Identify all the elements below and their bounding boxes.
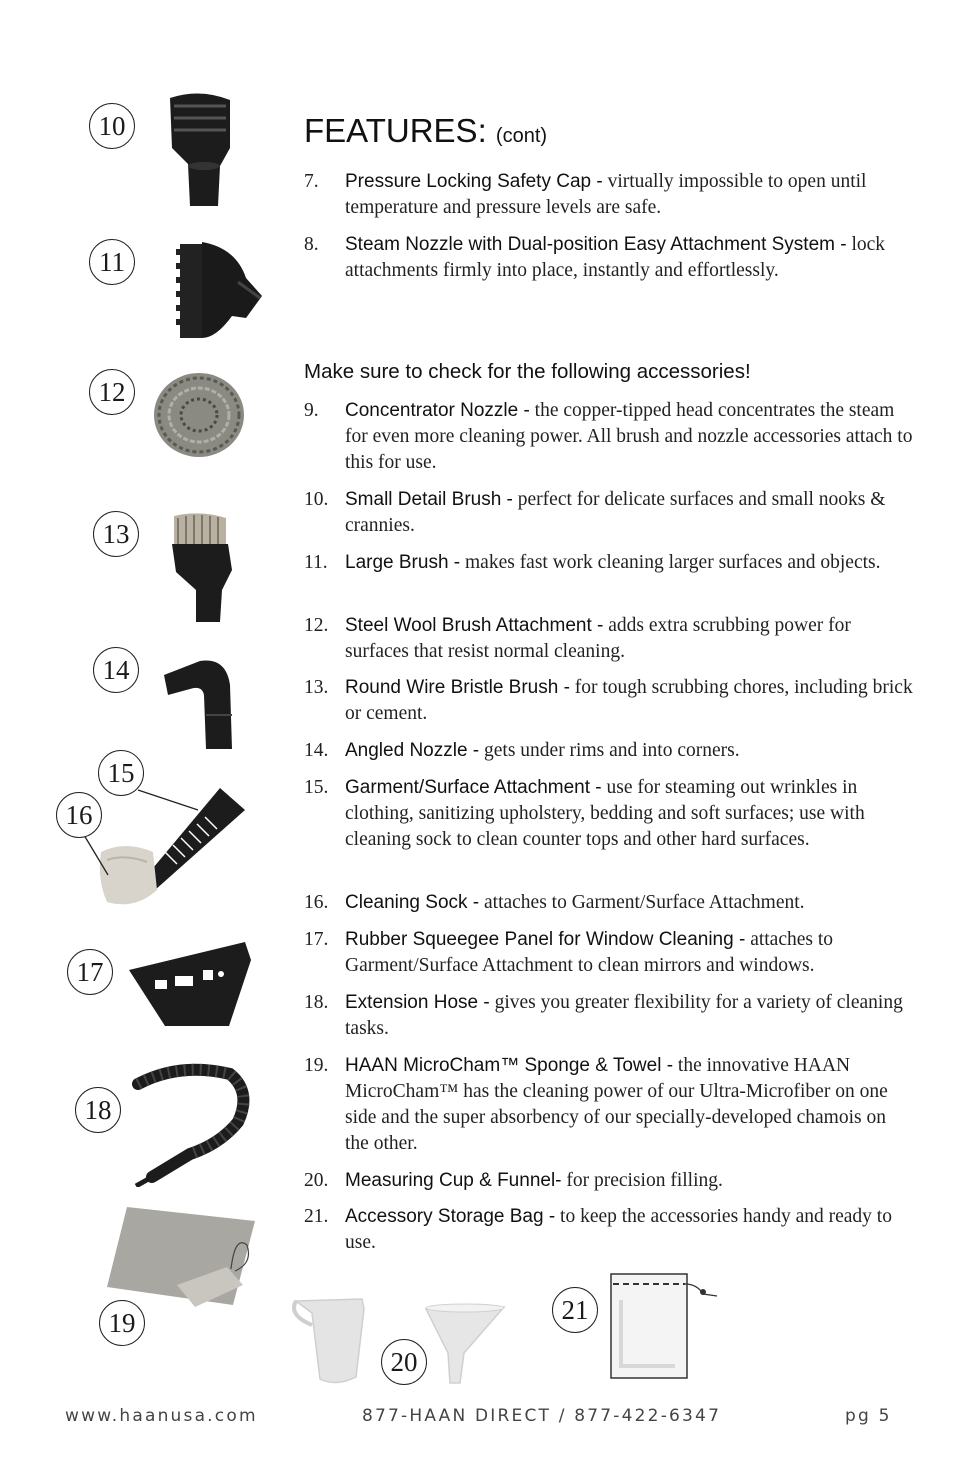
small-detail-brush-image xyxy=(160,88,240,213)
angled-nozzle-image xyxy=(160,655,240,755)
item-label: Large Brush - xyxy=(345,552,461,573)
item-label: Measuring Cup & Funnel- xyxy=(345,1170,562,1191)
item-label: Small Detail Brush - xyxy=(345,489,513,510)
item-text: adds extra scrubbing power for surfaces that resist normal cleaning. xyxy=(345,615,851,662)
item-text: virtually impossible to open until temperature and pressure levels are safe. xyxy=(345,171,867,218)
item-number: 20. xyxy=(304,1170,329,1191)
accessory-item-11 xyxy=(304,550,914,576)
accessory-item-12 xyxy=(304,613,914,665)
callout-10: 10 xyxy=(89,103,135,149)
item-number: 7. xyxy=(304,171,319,192)
accessory-item-13 xyxy=(304,675,914,727)
accessory-item-10 xyxy=(304,487,914,539)
callout-15: 15 xyxy=(98,750,144,796)
item-text: makes fast work cleaning larger surfaces and objects. xyxy=(465,552,881,573)
accessories-subheading: Make sure to check for the following accessories! xyxy=(304,360,751,383)
accessory-item-21 xyxy=(304,1204,914,1256)
callout-16: 16 xyxy=(56,792,102,838)
title-text: FEATURES: xyxy=(304,112,487,149)
footer-website: www.haanusa.com xyxy=(65,1406,258,1426)
item-label: Angled Nozzle - xyxy=(345,740,480,761)
item-text: attaches to Garment/Surface Attachment. xyxy=(484,892,805,913)
callout-20: 20 xyxy=(381,1339,427,1385)
callout-13: 13 xyxy=(93,511,139,557)
footer-page-number: pg 5 xyxy=(845,1406,892,1426)
item-text: lock attachments firmly into place, instantly and effortlessly. xyxy=(345,234,886,281)
item-label: HAAN MicroCham™ Sponge & Towel - xyxy=(345,1055,674,1076)
item-text: the innovative HAAN MicroCham™ has the cleaning power of our Ultra-Microfiber on one side and the super absorbency of our specially-developed chamois on the other. xyxy=(345,1055,888,1154)
storage-bag-image xyxy=(605,1270,725,1382)
squeegee-panel-image xyxy=(125,940,255,1030)
microcham-sponge-towel-image xyxy=(105,1205,255,1310)
item-text: for precision filling. xyxy=(566,1170,723,1191)
callout-11: 11 xyxy=(89,239,135,285)
callout-21: 21 xyxy=(552,1287,598,1333)
feature-item-7 xyxy=(304,169,914,221)
accessory-item-18 xyxy=(304,990,914,1042)
item-label: Garment/Surface Attachment - xyxy=(345,777,602,798)
accessory-item-9 xyxy=(304,398,914,476)
item-label: Round Wire Bristle Brush - xyxy=(345,677,570,698)
callout-14: 14 xyxy=(93,647,139,693)
page-title xyxy=(304,112,547,150)
item-number: 18. xyxy=(304,992,329,1013)
item-label: Accessory Storage Bag - xyxy=(345,1206,556,1227)
item-number: 19. xyxy=(304,1055,329,1076)
large-brush-image xyxy=(176,238,268,343)
item-label: Cleaning Sock - xyxy=(345,892,480,913)
item-number: 10. xyxy=(304,489,329,510)
title-suffix: (cont) xyxy=(495,125,548,147)
steel-wool-image xyxy=(152,370,247,460)
item-number: 21. xyxy=(304,1206,329,1227)
item-text: perfect for delicate surfaces and small nooks & crannies. xyxy=(345,489,886,536)
callout-17: 17 xyxy=(67,949,113,995)
item-text: the copper-tipped head concentrates the steam for even more cleaning power. All brush and nozzle accessories attach to this for use. xyxy=(345,400,913,473)
accessory-item-20 xyxy=(304,1168,914,1194)
item-label: Rubber Squeegee Panel for Window Cleaning - xyxy=(345,929,746,950)
item-number: 9. xyxy=(304,400,319,421)
item-text: to keep the accessories handy and ready to use. xyxy=(345,1206,892,1253)
callout-19: 19 xyxy=(99,1300,145,1346)
item-text: use for steaming out wrinkles in clothing, sanitizing upholstery, bedding and soft surfaces; use with cleaning sock to clean counter tops and other hard surfaces. xyxy=(345,777,865,850)
item-text: gives you greater flexibility for a variety of cleaning tasks. xyxy=(345,992,903,1039)
accessory-item-15 xyxy=(304,775,914,853)
item-label: Steam Nozzle with Dual-position Easy Attachment System - xyxy=(345,234,847,255)
extension-hose-image xyxy=(130,1062,255,1187)
item-number: 8. xyxy=(304,234,319,255)
item-number: 14. xyxy=(304,740,329,761)
item-label: Pressure Locking Safety Cap - xyxy=(345,171,603,192)
callout-18: 18 xyxy=(75,1087,121,1133)
item-label: Extension Hose - xyxy=(345,992,490,1013)
accessory-item-16 xyxy=(304,890,914,916)
wire-bristle-brush-image xyxy=(160,510,240,625)
item-number: 15. xyxy=(304,777,329,798)
item-text: gets under rims and into corners. xyxy=(484,740,740,761)
item-number: 16. xyxy=(304,892,329,913)
item-label: Steel Wool Brush Attachment - xyxy=(345,615,604,636)
footer-phone: 877-HAAN DIRECT / 877-422-6347 xyxy=(362,1406,722,1426)
item-number: 11. xyxy=(304,552,328,573)
accessory-item-19 xyxy=(304,1053,914,1157)
item-number: 17. xyxy=(304,929,329,950)
item-label: Concentrator Nozzle - xyxy=(345,400,530,421)
callout-12: 12 xyxy=(89,369,135,415)
accessory-item-17 xyxy=(304,927,914,979)
accessory-item-14 xyxy=(304,738,914,764)
item-text: attaches to Garment/Surface Attachment to clean mirrors and windows. xyxy=(345,929,834,976)
feature-item-8 xyxy=(304,232,914,284)
item-number: 13. xyxy=(304,677,329,698)
item-text: for tough scrubbing chores, including brick or cement. xyxy=(345,677,913,724)
item-number: 12. xyxy=(304,615,329,636)
